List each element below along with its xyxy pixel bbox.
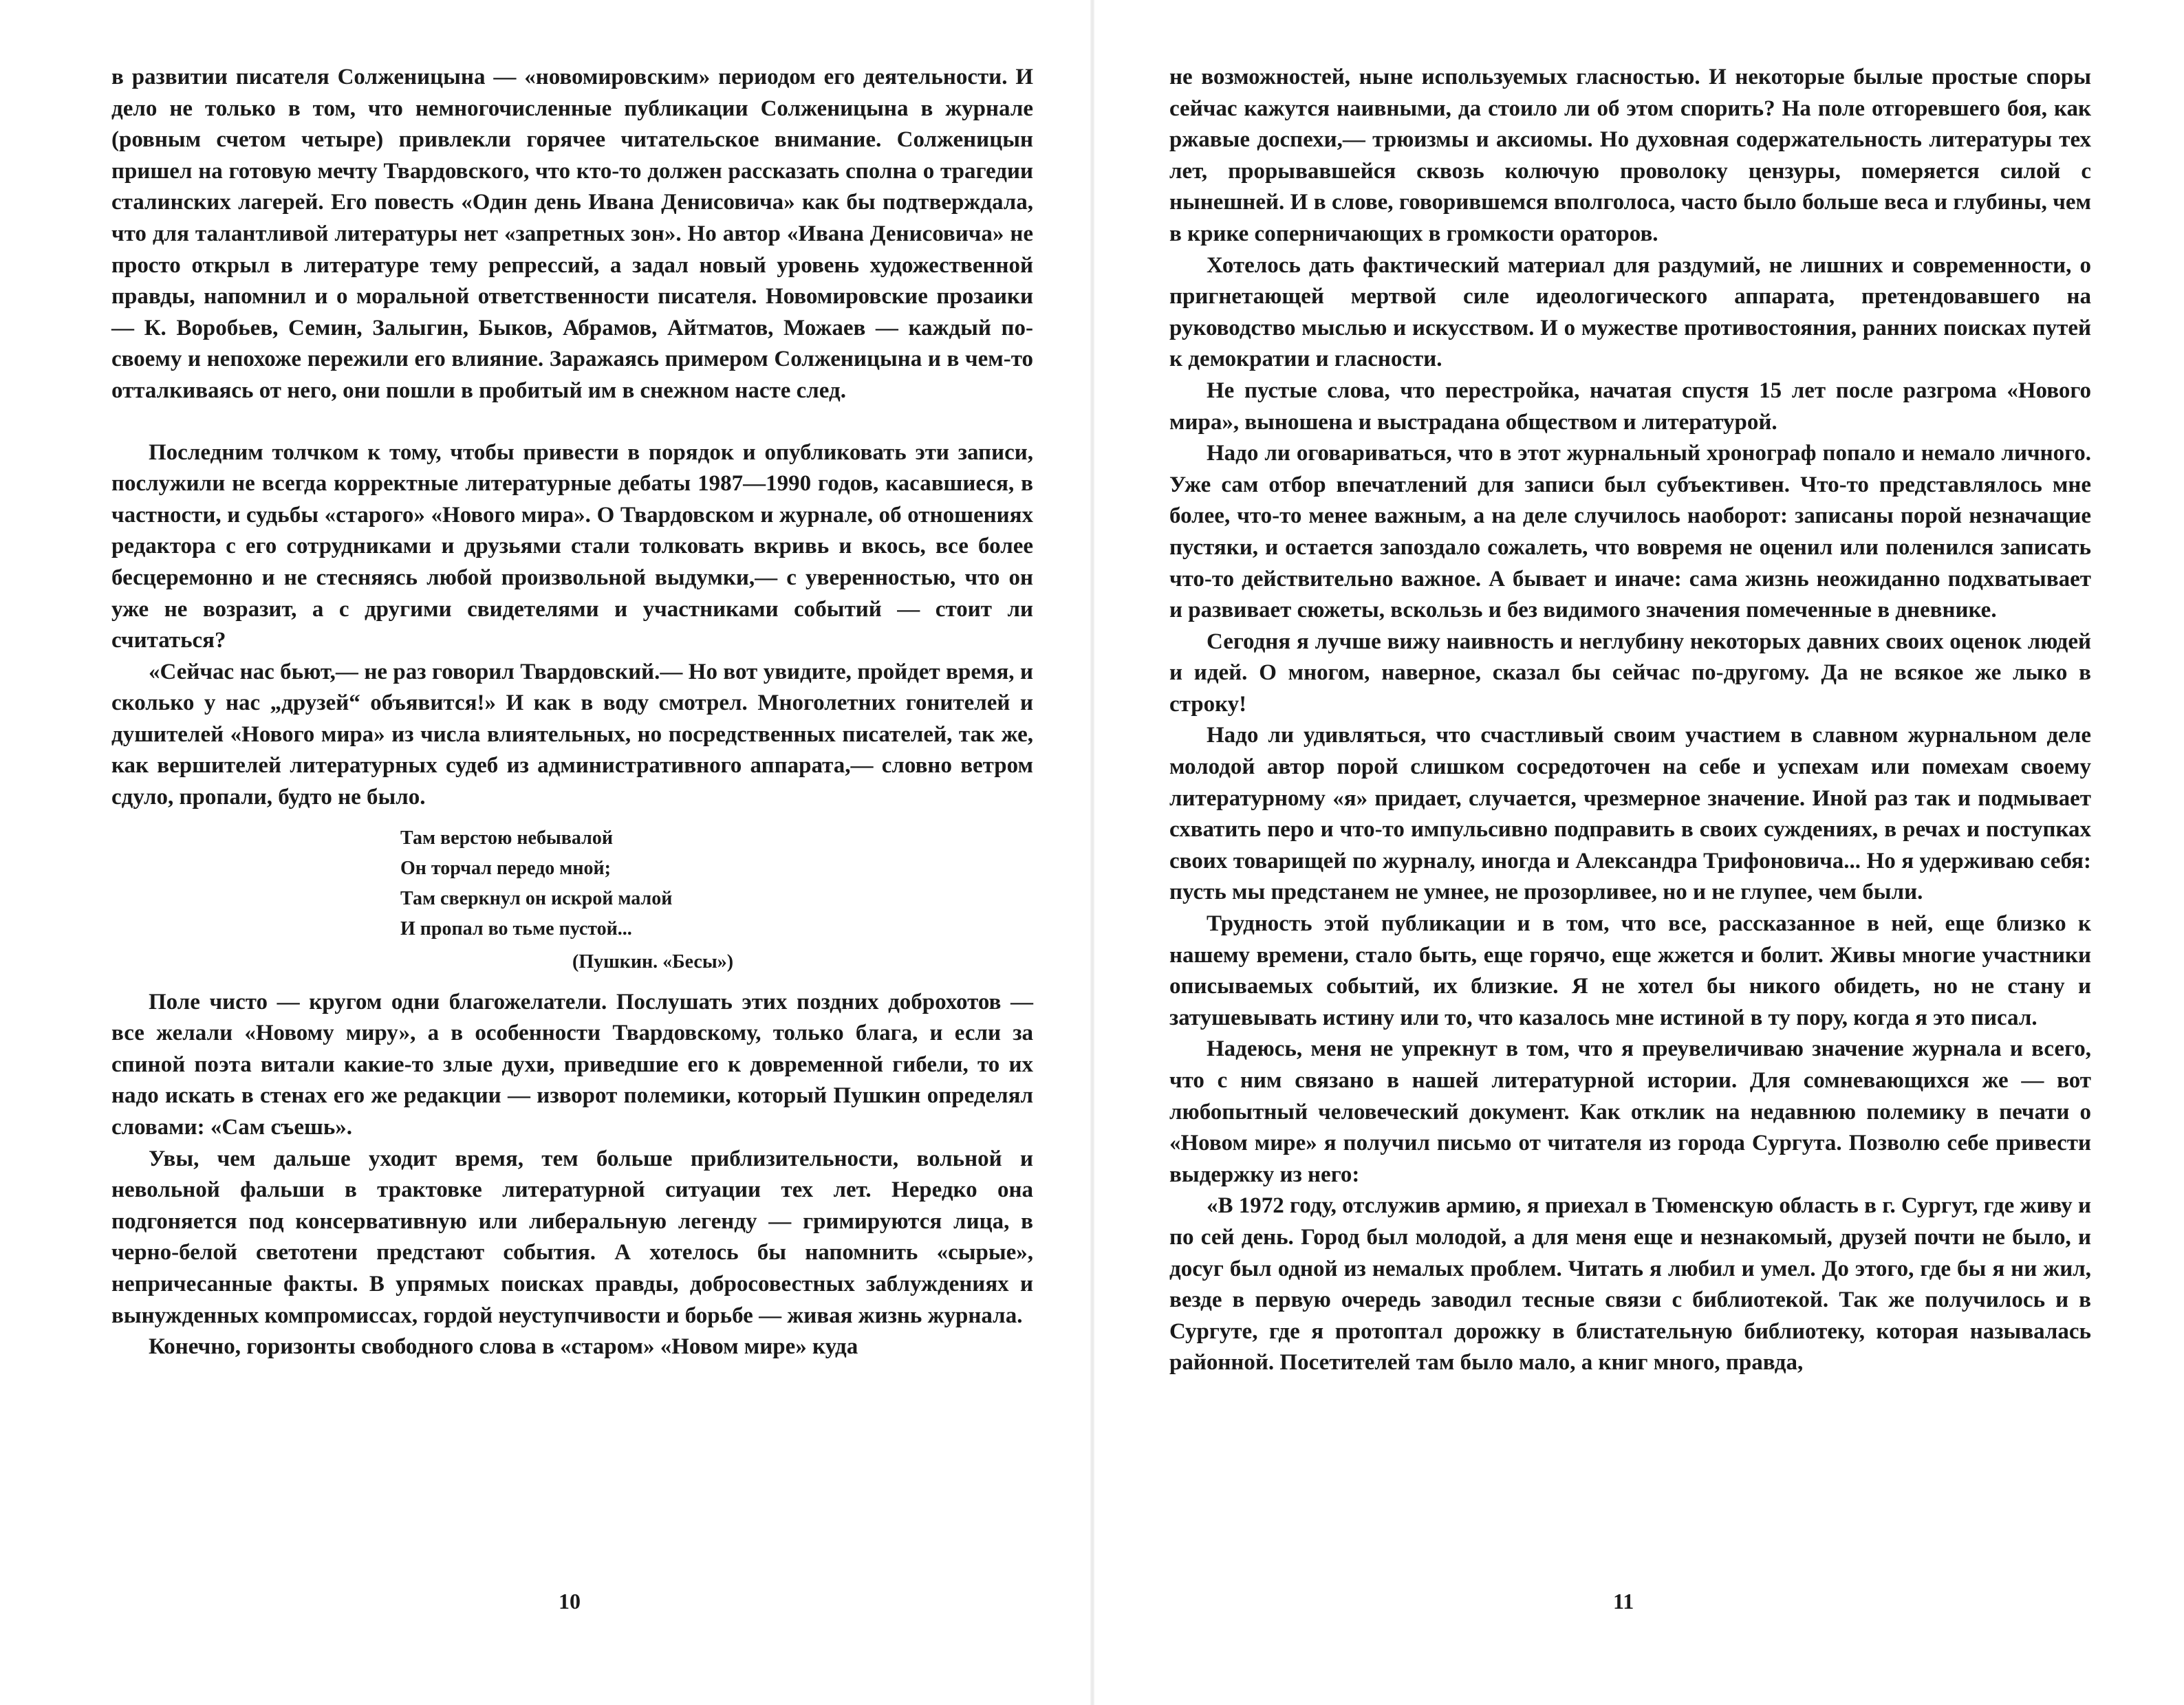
page-number: 11 xyxy=(1613,1589,1634,1614)
paragraph: Сегодня я лучше вижу наивность и неглубину некоторых давних своих оценок людей и идей. О многом, наверное, сказал бы сейчас по-другому. Да не всякое же лыко в строку! xyxy=(1169,629,2091,717)
paragraph: Трудность этой публикации и в том, что все, рассказанное в ней, еще близко к нашему времени, стало быть, еще горячо, еще жжется и болит. Живы многие участники описываемых событий, их близкие. Я не хотел бы никого обидеть, но не стану и затушевывать истину или то, что казалось мне истиной в ту пору, когда я это писал. xyxy=(1169,911,2091,1030)
poem-line: И пропал во тьме пустой... xyxy=(400,917,632,940)
paragraph: Надо ли удивляться, что счастливый своим участием в славном журнальном деле молодой автор порой слишком сосредоточен на себе и успехам или помехам своему литературному «я» придает, случается, чрезмерное значение. Иной раз так и подмывает схватить перо и что-то импульсивно подправить в своих суждениях, в речах и поступках своих товарищей по журналу, иногда и Александра Трифоновича... Но я удерживаю себя: пусть мы предстанем не умнее, не прозорливее, но и не глупее, чем были. xyxy=(1169,723,2091,905)
page-number: 10 xyxy=(559,1589,581,1614)
paragraph: Увы, чем дальше уходит время, тем больше приблизительности, вольной и невольной фальши в трактовке литературной ситуации тех лет. Нередко она подгоняется под консервативную или либеральную легенду — гримируются лица, в черно-белой светотени предстают события. А хотелось бы напомнить «сырые», непричесанные факты. В упрямых поисках правды, добросовестных заблуждениях и вынужденных компромиссах, гордой неуступчивости и борьбе — живая жизнь журнала. xyxy=(111,1146,1033,1328)
paragraph: Конечно, горизонты свободного слова в «старом» «Новом мире» куда xyxy=(149,1334,858,1360)
paragraph: «В 1972 году, отслужив армию, я приехал в Тюменскую область в г. Сургут, где живу и по сей день. Город был молодой, а для меня еще и незнакомый, друзей почти не было, и досуг был одной из немалых проблем. Читать я любил и умел. До этого, где бы я ни жил, везде в первую очередь заводил тесные связи с библиотекой. Так же получилось и в Сургуте, где я протоптал дорожку в блистательную библиотеку, которая называлась районной. Посетителей там было мало, а книг много, правда, xyxy=(1169,1193,2091,1376)
epigraph-poem xyxy=(400,823,1033,977)
left-page xyxy=(111,62,1033,1363)
poem-line: Там верстою небывалой xyxy=(400,827,614,849)
paragraph: Надеюсь, меня не упрекнут в том, что я преувеличиваю значение журнала и всего, что с ним связано в нашей литературной истории. Для сомневающихся же — вот любопытный человеческий документ. Как отклик на недавнюю полемику в печати о «Новом мире» я получил письмо от читателя из города Сургута. Позволю себе привести выдержку из него: xyxy=(1169,1036,2091,1187)
paragraph: Надо ли оговариваться, что в этот журнальный хронограф попало и немало личного. Уже сам отбор впечатлений для записи был субъективен. Что-то представлялось мне более, что-то менее важным, а на деле случилось наоборот: записаны порой незначащие пустяки, и остается запоздало сожалеть, что вовремя не оценил или поленился записать что-то действительно важное. А бывает и иначе: сама жизнь неожиданно подхватывает и развивает сюжеты, вскользь и без видимого значения помеченные в дневнике. xyxy=(1169,441,2091,623)
paragraph: «Сейчас нас бьют,— не раз говорил Твардовский.— Но вот увидите, пройдет время, и сколько у нас „друзей“ объявится!» И как в воду смотрел. Многолетних гонителей и душителей «Нового мира» из числа влиятельных, но посредственных писателей, так же, как вершителей литературных судеб из административного аппарата,— словно ветром сдуло, пропали, будто не было. xyxy=(111,659,1033,810)
paragraph: Не пустые слова, что перестройка, начатая спустя 15 лет после разгрома «Нового мира», выношена и выстрадана обществом и литературой. xyxy=(1169,378,2091,435)
paragraph: Хотелось дать фактический материал для раздумий, не лишних и современности, о пригнетающей мертвой силе идеологического аппарата, претендовавшего на руководство мыслью и искусством. И о мужестве противостояния, ранних поисках путей к демократии и гласности. xyxy=(1169,252,2091,372)
right-page xyxy=(1169,62,2091,1379)
paragraph: в развитии писателя Солженицына — «новомировским» периодом его деятельности. И дело не только в том, что немногочисленные публикации Солженицына в журнале (ровным счетом четыре) привлекли горячее читательское внимание. Солженицын пришел на готовую мечту Твардовского, что кто-то должен рассказать сполна о трагедии сталинских лагерей. Его повесть «Один день Ивана Денисовича» как бы подтверждала, что для талантливой литературы нет «запретных зон». Но автор «Ивана Денисовича» не просто открыл в литературе тему репрессий, а задал новый уровень художественной правды, напомнил и о моральной ответственности писателя. Новомировские прозаики — К. Воробьев, Семин, Залыгин, Быков, Абрамов, Айтматов, Можаев — каждый по-своему и непохоже пережили его влияние. Заражаясь примером Солженицына и в чем-то отталкиваясь от него, они пошли в пробитый им в снежном насте след. xyxy=(111,65,1033,403)
paragraph: Поле чисто — кругом одни благожелатели. Послушать этих поздних доброхотов — все желали «Новому миру», а в особенности Твардовскому, только блага, и если за спиной поэта витали какие-то злые духи, приведшие его к довременной гибели, то их надо искать в стенах его же редакции — изворот полемики, который Пушкин определял словами: «Сам съешь». xyxy=(111,989,1033,1140)
paragraph: не возможностей, ныне используемых гласностью. И некоторые былые простые споры сейчас кажутся наивными, да стоило ли об этом спорить? На поле отгоревшего боя, как ржавые доспехи,— трюизмы и аксиомы. Но духовная содержательность литературы тех лет, прорывавшейся сквозь колючую проволоку цензуры, померяется силой с нынешней. И в слове, говорившемся вполголоса, часто было больше веса и глубины, чем в крике соперничающих в громкости ораторов. xyxy=(1169,65,2091,246)
paragraph: Последним толчком к тому, чтобы привести в порядок и опубликовать эти записи, послужили не всегда корректные литературные дебаты 1987—1990 годов, касавшиеся, в частности, и судьбы «старого» «Нового мира». О Твардовском и журнале, об отношениях редактора с его сотрудниками и друзьями стали толковать вкривь и вкось, все более бесцеремонно и не стесняясь любой произвольной выдумки,— с уверенностью, что он уже не возразит, а с другими свидетелями и участниками событий — стоит ли считаться? xyxy=(111,439,1033,653)
book-gutter xyxy=(1090,0,1094,1705)
poem-line: Там сверкнул он искрой малой xyxy=(400,887,673,909)
poem-line: Он торчал передо мной; xyxy=(400,857,611,879)
poem-source: (Пушкин. «Бесы») xyxy=(572,951,734,973)
